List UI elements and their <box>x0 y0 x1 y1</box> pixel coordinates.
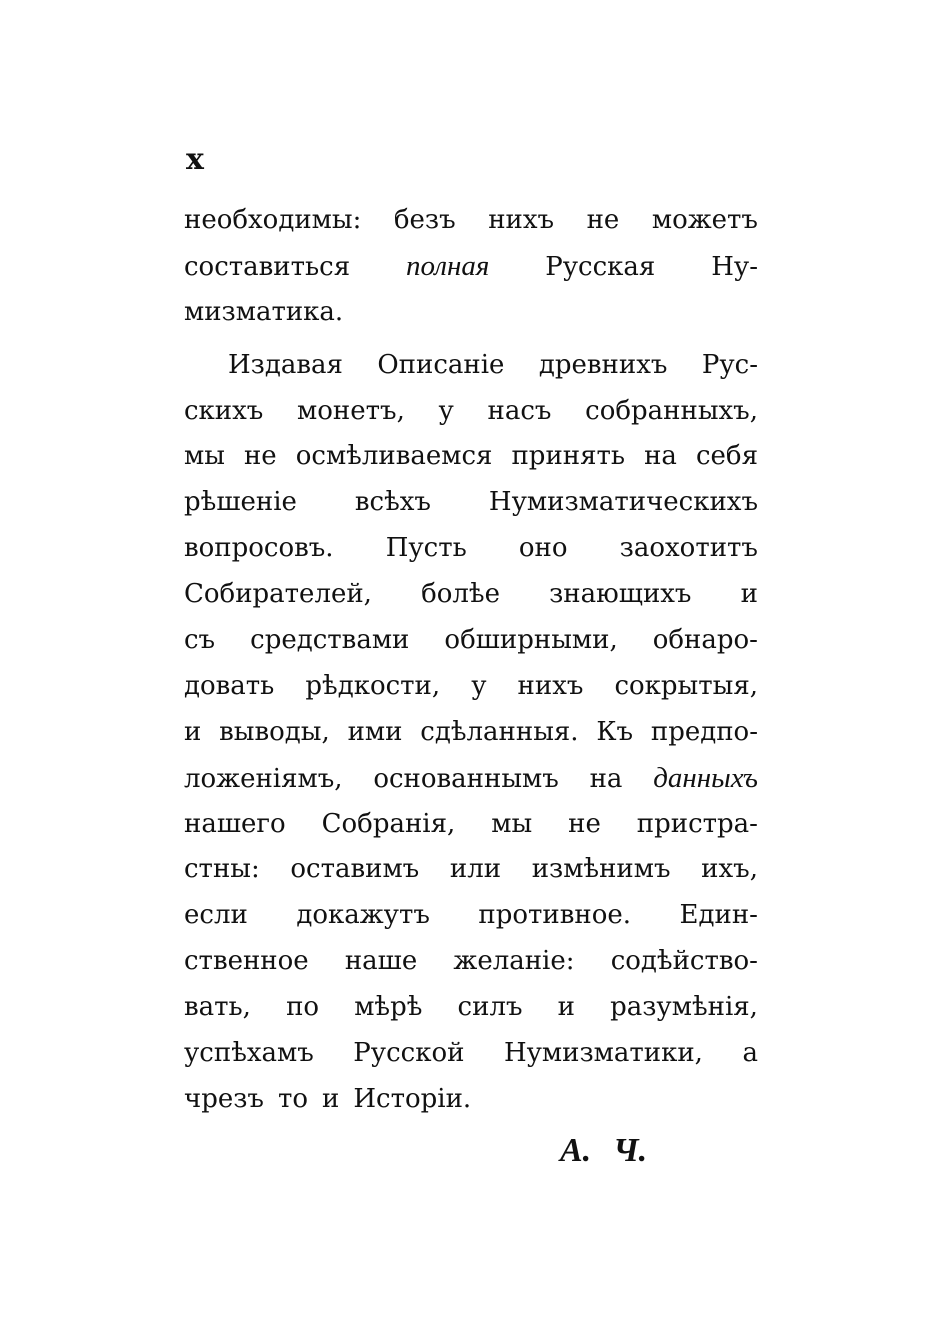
word: докажутъ <box>296 900 430 931</box>
word: Описаніе <box>377 349 505 380</box>
text-line <box>184 244 758 290</box>
text-line <box>184 526 758 572</box>
word: или <box>449 854 502 885</box>
word: Ну- <box>711 251 758 282</box>
word: мы <box>184 441 225 472</box>
word: не <box>586 205 620 235</box>
text-line <box>184 618 758 664</box>
signature-initial: А. <box>560 1132 592 1169</box>
word: а <box>742 1038 758 1069</box>
word: противное. <box>478 900 632 931</box>
emphasized-word: данныхъ <box>653 761 758 794</box>
word: можетъ <box>651 205 758 235</box>
text-line <box>184 939 758 985</box>
word: древнихъ <box>538 349 668 380</box>
word: Един- <box>679 900 758 931</box>
word: мизматика. <box>184 296 344 327</box>
text-line <box>184 480 758 526</box>
word: силъ <box>457 992 523 1023</box>
word: по <box>286 992 320 1023</box>
text-line <box>184 572 758 618</box>
word: у <box>471 670 487 701</box>
word: принять <box>511 441 626 472</box>
word: знающихъ <box>549 579 692 610</box>
text-line <box>184 198 758 244</box>
word: Рус- <box>701 349 758 380</box>
word: нихъ <box>488 205 555 235</box>
author-signature <box>560 1126 647 1176</box>
word: обнаро- <box>652 625 758 656</box>
text-line <box>184 802 758 848</box>
signature-initial: Ч. <box>613 1132 648 1169</box>
word: рѣшеніе <box>184 487 297 518</box>
text-line <box>184 985 758 1031</box>
word: оставимъ <box>290 854 420 885</box>
text-line <box>184 1031 758 1077</box>
word: и <box>184 716 202 747</box>
word: съ <box>184 625 216 656</box>
word: монетъ, <box>297 395 405 426</box>
word: не <box>243 441 277 472</box>
word: сдѣланныя. <box>420 716 579 747</box>
word: основаннымъ <box>373 763 559 794</box>
word: предпо- <box>650 716 758 747</box>
word: всѣхъ <box>354 487 431 518</box>
word: если <box>184 900 248 931</box>
text-line <box>184 847 758 893</box>
word: и <box>740 579 758 610</box>
word: и <box>322 1083 340 1114</box>
text-line <box>184 434 758 480</box>
word: составиться <box>184 251 351 282</box>
word: не <box>568 808 601 839</box>
word: рѣдкости, <box>305 670 441 701</box>
word: то <box>277 1083 308 1114</box>
word: Нумизматики, <box>503 1038 703 1069</box>
text-line <box>184 664 758 710</box>
word: скихъ <box>184 395 264 426</box>
word: чрезъ <box>184 1083 264 1114</box>
word: обширными, <box>444 625 618 656</box>
word: Къ <box>596 716 634 747</box>
word: и <box>557 992 575 1023</box>
word: Нумизматическихъ <box>488 487 758 518</box>
word: вать, <box>184 992 251 1023</box>
text-line <box>184 893 758 939</box>
word: Пусть <box>385 533 467 564</box>
word: осмѣливаемся <box>295 441 493 472</box>
word: безъ <box>393 205 456 235</box>
word: ихъ, <box>701 854 758 885</box>
word: на <box>589 763 623 794</box>
word: нихъ <box>517 670 584 701</box>
word: сокрытыя, <box>614 670 758 701</box>
word: оно <box>518 533 568 564</box>
text-line <box>184 290 758 336</box>
word: Русская <box>545 251 656 282</box>
word: измѣнимъ <box>531 854 671 885</box>
word: вопросовъ. <box>184 533 334 564</box>
emphasized-word: полная <box>406 249 490 282</box>
word: Исторіи. <box>353 1083 472 1114</box>
word: нашего <box>184 808 286 839</box>
word: довать <box>184 670 275 701</box>
word: содѣйство- <box>610 946 758 977</box>
word: Русской <box>353 1038 465 1069</box>
word: Собирателей, <box>184 579 372 610</box>
word: у <box>438 395 454 426</box>
text-line <box>184 343 758 389</box>
word: на <box>644 441 677 472</box>
word: Издавая <box>228 349 343 380</box>
word: стны: <box>184 854 260 885</box>
word: необходимы: <box>184 205 362 235</box>
word: мы <box>491 808 533 839</box>
word: собранныхъ, <box>585 395 758 426</box>
word: мѣрѣ <box>354 992 423 1023</box>
body-text <box>184 198 758 1123</box>
word: разумѣнія, <box>610 992 758 1023</box>
word: наше <box>344 946 418 977</box>
word: Собранія, <box>321 808 456 839</box>
text-line <box>184 389 758 435</box>
word: пристра- <box>636 808 758 839</box>
word: себя <box>695 441 758 472</box>
word: насъ <box>487 395 552 426</box>
text-line <box>184 756 758 802</box>
word: заохотитъ <box>619 533 758 564</box>
word: ственное <box>184 946 309 977</box>
word: выводы, <box>219 716 330 747</box>
word: успѣхамъ <box>184 1038 314 1069</box>
page-number: x <box>186 142 204 177</box>
text-line <box>184 710 758 756</box>
word: ложеніямъ, <box>184 763 343 794</box>
word: болѣе <box>421 579 500 610</box>
word: ими <box>347 716 403 747</box>
word: средствами <box>250 625 410 656</box>
word: желаніе: <box>453 946 575 977</box>
text-line <box>184 1077 758 1123</box>
